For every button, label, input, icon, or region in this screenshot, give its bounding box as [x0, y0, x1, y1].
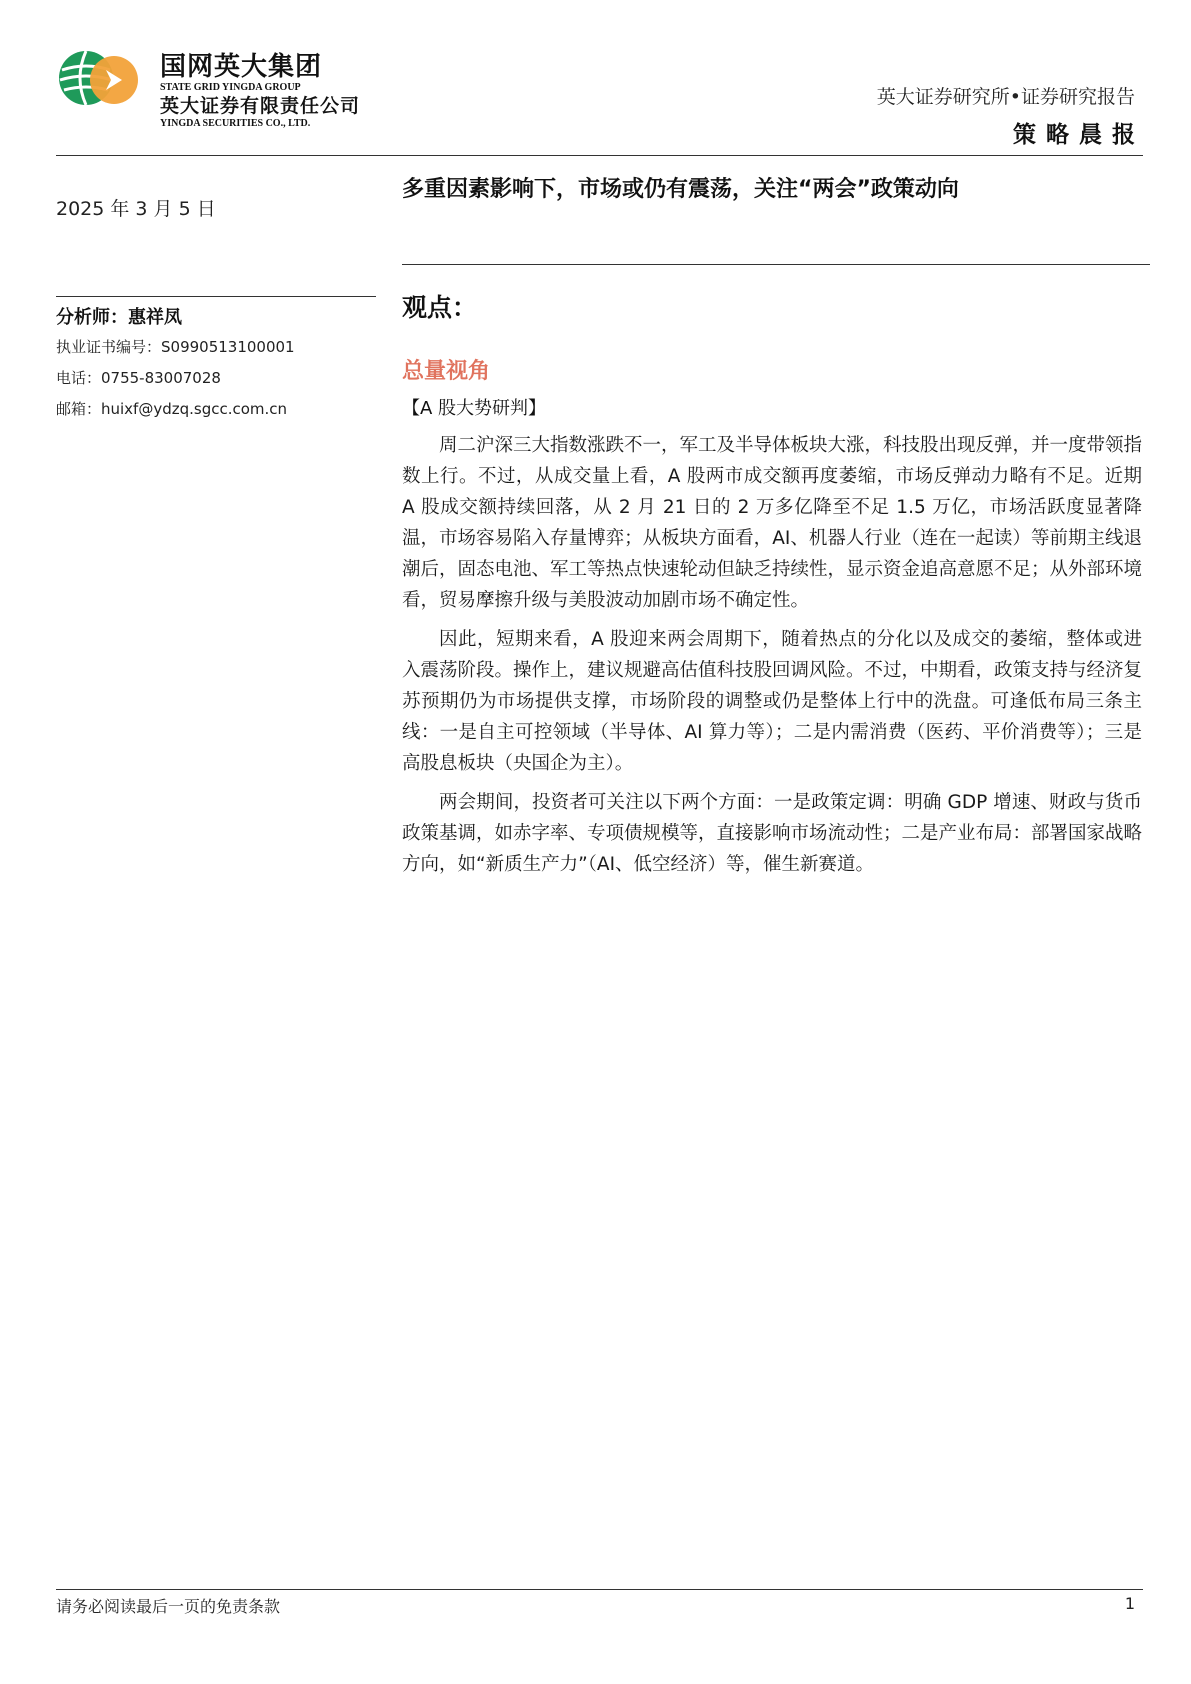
analyst-name: 分析师：惠祥凤	[56, 307, 182, 328]
footer-divider	[56, 1589, 1143, 1590]
logo-text-block	[160, 52, 400, 130]
section-heading: 总量视角	[402, 359, 491, 384]
report-title: 多重因素影响下，市场或仍有震荡，关注“两会”政策动向	[402, 177, 959, 202]
company-logo	[56, 48, 146, 108]
company-name-cn: 英大证券有限责任公司	[160, 95, 361, 117]
email-address: 邮箱：huixf@ydzq.sgcc.com.cn	[56, 400, 288, 418]
title-divider	[402, 264, 1150, 265]
report-type: 策略晨报	[1013, 122, 1145, 148]
report-body	[402, 430, 1142, 888]
viewpoint-heading: 观点：	[402, 293, 478, 322]
subsection-tag: 【A 股大势研判】	[402, 398, 547, 419]
disclaimer-note: 请务必阅读最后一页的免责条款	[56, 1597, 281, 1616]
body-paragraph: 两会期间，投资者可关注以下两个方面：一是政策定调：明确 GDP 增速、财政与货币政策基调，如赤字率、专项债规模等，直接影响市场流动性；二是产业布局：部署国家战略方向，如“新质生产力”（AI、低空经济）等，催生新赛道。	[402, 792, 1143, 875]
sidebar-divider	[56, 296, 376, 297]
institute-label: 英大证券研究所•证券研究报告	[876, 86, 1135, 108]
group-name-cn: 国网英大集团	[160, 52, 323, 82]
group-name-en: STATE GRID YINGDA GROUP	[160, 82, 301, 93]
license-number: 执业证书编号：S0990513100001	[56, 338, 295, 356]
page-number: 1	[1124, 1594, 1135, 1613]
report-date: 2025 年 3 月 5 日	[56, 198, 216, 220]
header-divider	[56, 155, 1143, 156]
phone-number: 电话：0755-83007028	[56, 369, 221, 387]
body-paragraph: 周二沪深三大指数涨跌不一，军工及半导体板块大涨，科技股出现反弹，并一度带领指数上行。不过，从成交量上看，A 股两市成交额再度萎缩，市场反弹动力略有不足。近期 A 股成交额持续回落，从 2 月 21 日的 2 万多亿降至不足 1.5 万亿，市场活跃度显著降温，市场容易陷入存量博弈；从板块方面看，AI、机器人行业（连在一起读）等前期主线退潮后，固态电池、军工等热点快速轮动但缺乏持续性，显示资金追高意愿不足；从外部环境看，贸易摩擦升级与美股波动加剧市场不确定性。	[402, 435, 1143, 611]
company-name-en: YINGDA SECURITIES CO., LTD.	[160, 118, 311, 129]
body-paragraph: 因此，短期来看，A 股迎来两会周期下，随着热点的分化以及成交的萎缩，整体或进入震荡阶段。操作上，建议规避高估值科技股回调风险。不过，中期看，政策支持与经济复苏预期仍为市场提供支撑，市场阶段的调整或仍是整体上行中的洗盘。可逢低布局三条主线：一是自主可控领域（半导体、AI 算力等）；二是内需消费（医药、平价消费等）；三是高股息板块（央国企为主）。	[402, 629, 1143, 774]
globe-arrow-logo-icon	[56, 48, 146, 108]
